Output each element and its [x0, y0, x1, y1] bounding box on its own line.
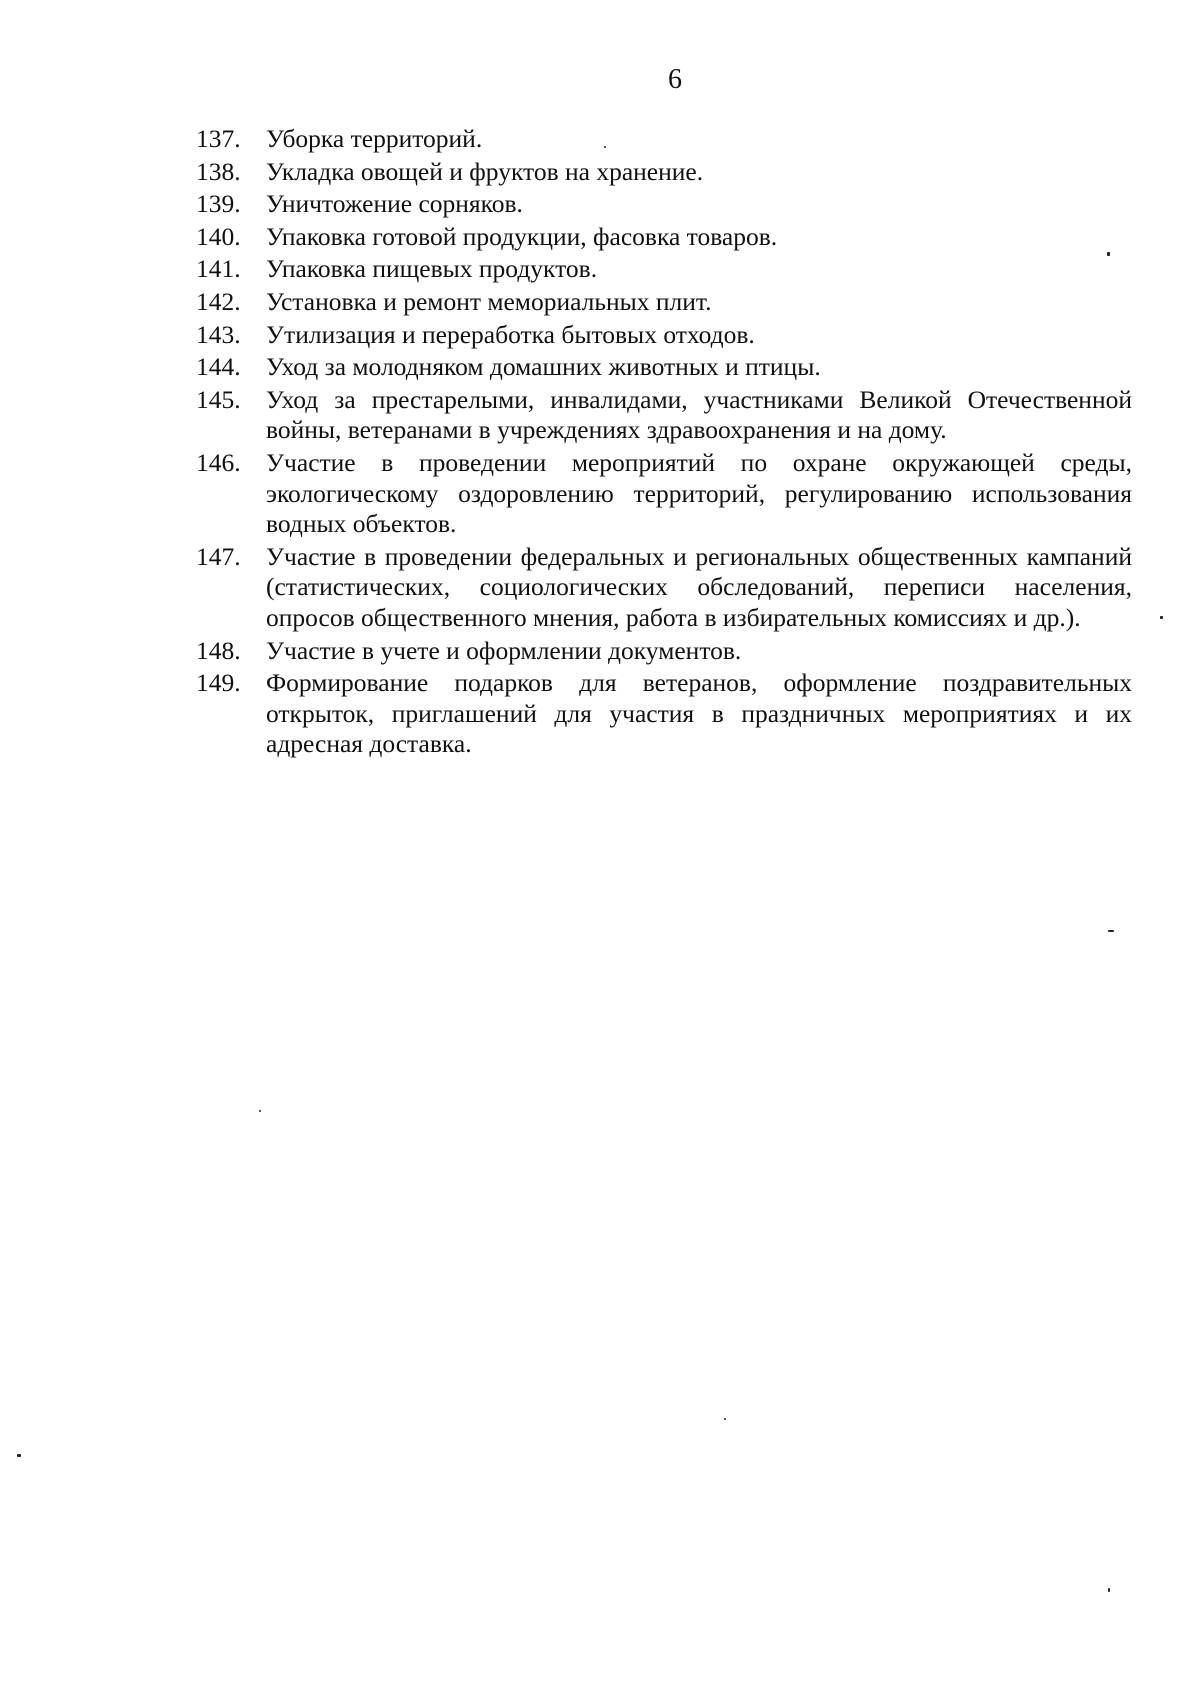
item-text: Уборка территорий. [266, 124, 483, 153]
item-number: 141. [196, 254, 241, 284]
scan-speck [1108, 1588, 1110, 1592]
item-text: Участие в учете и оформлении документов. [266, 635, 742, 665]
item-number: 137. [196, 124, 241, 153]
list-item [196, 222, 1132, 253]
item-number: 149. [196, 668, 241, 698]
list-item [196, 542, 1132, 634]
list-item [196, 668, 1132, 760]
scan-speck [1108, 930, 1114, 932]
item-text: Участие в проведении федеральных и региональных общественных кампаний (статистических, социологических обследований, переписи населения, опросов общественного мнения, работа в избирательных комиссиях и др.). [266, 541, 1132, 632]
item-number: 146. [196, 447, 241, 477]
item-number: 140. [196, 221, 241, 251]
list-item [196, 636, 1132, 667]
item-number: 145. [196, 384, 241, 414]
list-item [196, 352, 1132, 383]
scan-speck [259, 1110, 261, 1112]
list-item [196, 254, 1132, 285]
page-number: 6 [668, 64, 682, 95]
item-number: 143. [196, 319, 241, 349]
numbered-list [196, 124, 1132, 762]
list-item [196, 124, 1132, 155]
item-number: 142. [196, 286, 241, 316]
item-number: 138. [196, 156, 241, 186]
item-number: 139. [196, 189, 241, 219]
item-text: Укладка овощей и фруктов на хранение. [266, 156, 704, 186]
item-text: Формирование подарков для ветеранов, оформление поздравительных открыток, приглашений для участия в праздничных мероприятиях и их адресная доставка. [266, 668, 1132, 759]
list-item [196, 189, 1132, 220]
list-item [196, 385, 1132, 446]
item-text: Участие в проведении мероприятий по охране окружающей среды, экологическому оздоровлению территорий, регулированию использования водных объектов. [266, 447, 1132, 539]
item-text: Упаковка пищевых продуктов. [266, 254, 598, 284]
list-item [196, 320, 1132, 351]
item-number: 144. [196, 352, 241, 382]
scan-speck [724, 1418, 726, 1420]
item-text: Упаковка готовой продукции, фасовка товаров. [266, 221, 778, 251]
item-text: Уход за престарелыми, инвалидами, участниками Великой Отечественной войны, ветеранами в учреждениях здравоохранения и на дому. [266, 384, 1132, 445]
scan-speck [1107, 252, 1110, 256]
list-item [196, 448, 1132, 540]
scan-speck [17, 1454, 21, 1457]
item-number: 148. [196, 635, 241, 665]
list-item [196, 287, 1132, 318]
item-number: 147. [196, 541, 241, 571]
item-text: Уничтожение сорняков. [266, 189, 523, 219]
scan-speck [1160, 616, 1163, 619]
item-text: Утилизация и переработка бытовых отходов. [266, 319, 755, 349]
item-text: Установка и ремонт мемориальных плит. [266, 286, 712, 316]
scan-speck [604, 146, 606, 148]
item-text: Уход за молодняком домашних животных и птицы. [266, 352, 821, 382]
list-item [196, 157, 1132, 188]
